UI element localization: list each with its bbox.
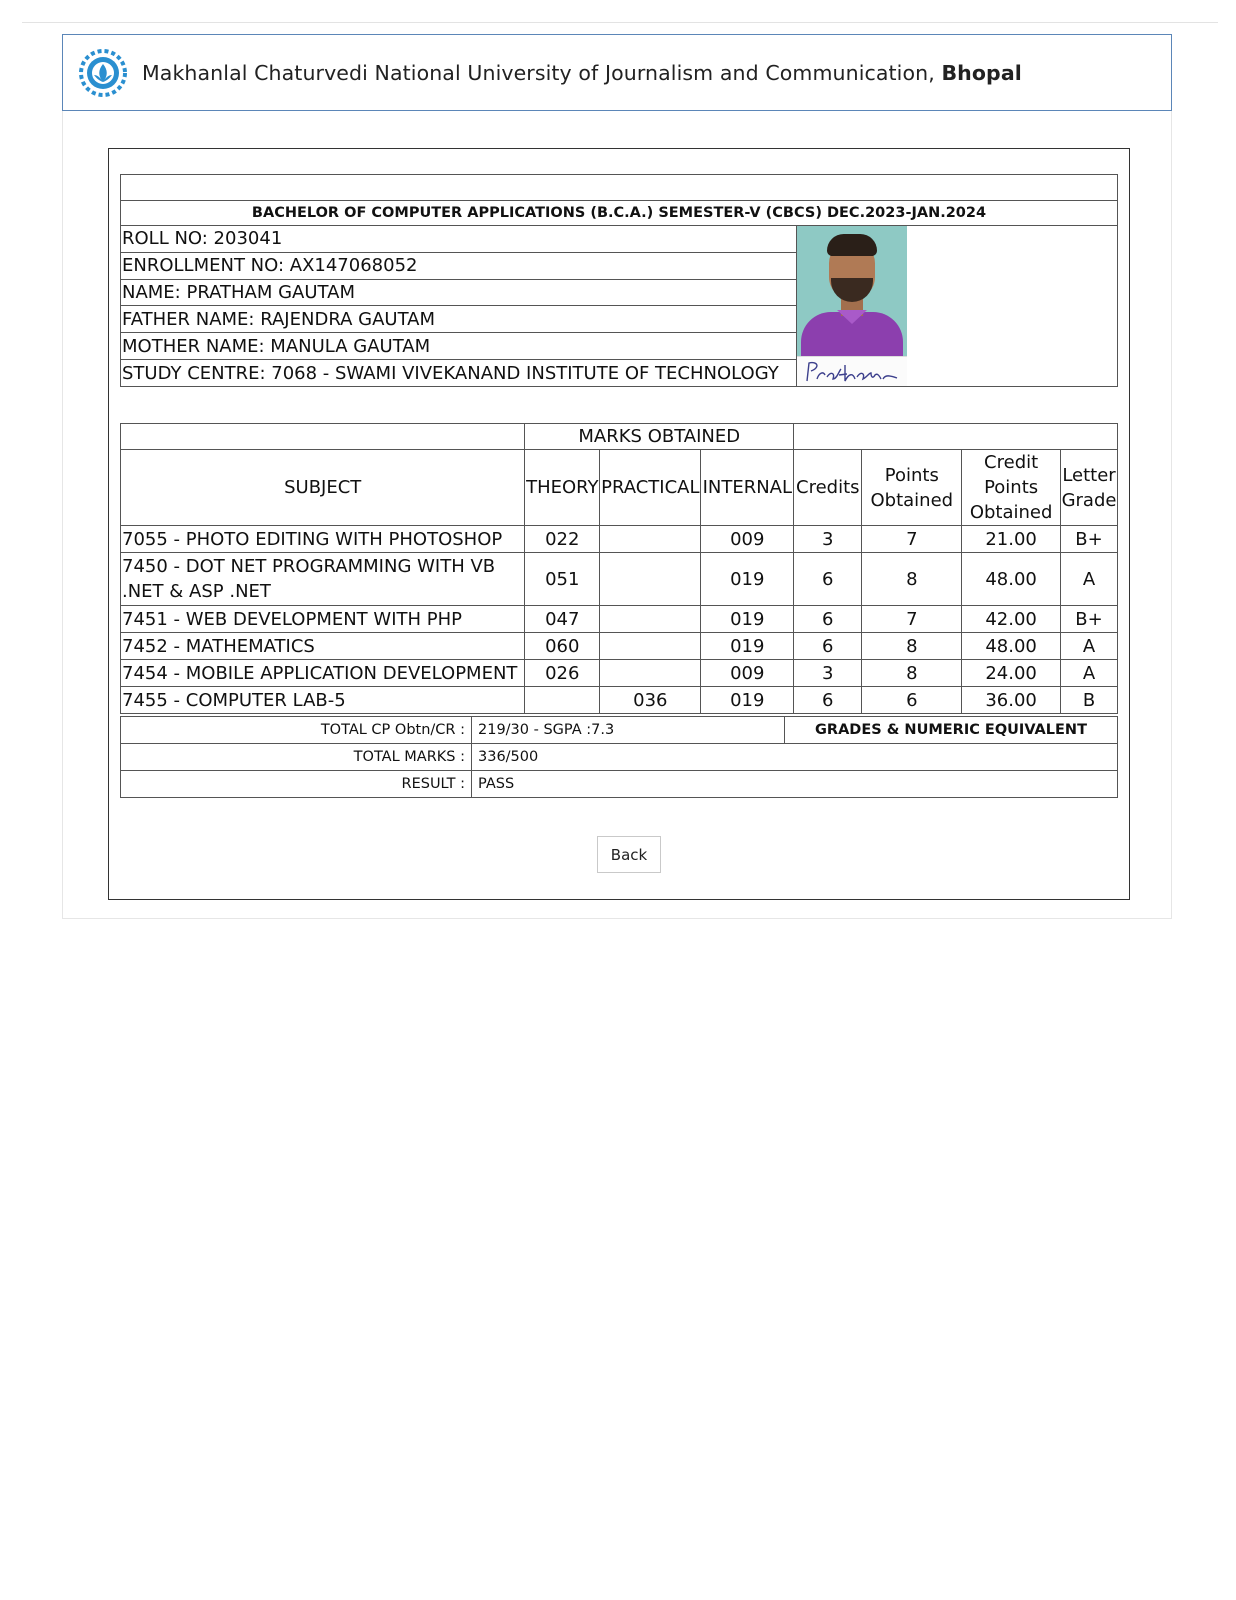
marks-obtained-header: MARKS OBTAINED: [525, 424, 794, 450]
points-cell: 7: [862, 526, 962, 553]
student-photo: [797, 226, 907, 386]
practical-cell: [600, 553, 701, 606]
col-credit-points: Credit Points Obtained: [962, 450, 1061, 526]
student-signature: [797, 356, 907, 386]
theory-cell: 026: [525, 660, 600, 687]
theory-cell: 022: [525, 526, 600, 553]
col-credits: Credits: [794, 450, 862, 526]
credit-points-cell: 48.00: [962, 553, 1061, 606]
marks-table: [120, 423, 1118, 714]
credit-points-cell: 36.00: [962, 687, 1061, 714]
totals-table: [120, 716, 1118, 798]
table-row: [121, 526, 1118, 553]
father-name: FATHER NAME: RAJENDRA GAUTAM: [121, 306, 797, 333]
col-subject: SUBJECT: [121, 450, 525, 526]
internal-cell: 009: [701, 526, 794, 553]
top-divider: [22, 22, 1218, 23]
points-cell: 8: [862, 553, 962, 606]
subject-cell: 7452 - MATHEMATICS: [121, 633, 525, 660]
mother-name: MOTHER NAME: MANULA GAUTAM: [121, 333, 797, 360]
internal-cell: 019: [701, 606, 794, 633]
points-cell: 6: [862, 687, 962, 714]
grade-cell: A: [1061, 633, 1118, 660]
grades-numeric-equivalent: GRADES & NUMERIC EQUIVALENT: [785, 717, 1118, 744]
grade-cell: B+: [1061, 606, 1118, 633]
points-cell: 7: [862, 606, 962, 633]
theory-cell: [525, 687, 600, 714]
subject-cell: 7055 - PHOTO EDITING WITH PHOTOSHOP: [121, 526, 525, 553]
total-marks-label: TOTAL MARKS :: [121, 744, 472, 771]
practical-cell: 036: [600, 687, 701, 714]
header-spacer-left: [121, 424, 525, 450]
enrollment-no: ENROLLMENT NO: AX147068052: [121, 252, 797, 279]
back-button[interactable]: Back: [597, 836, 661, 873]
col-points-obtained: Points Obtained: [862, 450, 962, 526]
internal-cell: 019: [701, 553, 794, 606]
student-name: NAME: PRATHAM GAUTAM: [121, 279, 797, 306]
photo-cell: [797, 226, 1118, 387]
result-value: PASS: [472, 771, 1118, 798]
subject-cell: 7451 - WEB DEVELOPMENT WITH PHP: [121, 606, 525, 633]
grade-cell: A: [1061, 660, 1118, 687]
table-row: [121, 660, 1118, 687]
blank-row: [121, 175, 1118, 201]
total-cp-value: 219/30 - SGPA :7.3: [472, 717, 785, 744]
grade-cell: B+: [1061, 526, 1118, 553]
practical-cell: [600, 526, 701, 553]
credit-points-cell: 42.00: [962, 606, 1061, 633]
subject-cell: 7450 - DOT NET PROGRAMMING WITH VB .NET & ASP .NET: [121, 553, 525, 606]
col-letter-grade: Letter Grade: [1061, 450, 1118, 526]
total-cp-label: TOTAL CP Obtn/CR :: [121, 717, 472, 744]
theory-cell: 047: [525, 606, 600, 633]
university-header: [62, 34, 1172, 111]
header-spacer-right: [794, 424, 1118, 450]
internal-cell: 019: [701, 687, 794, 714]
internal-cell: 019: [701, 633, 794, 660]
grade-cell: A: [1061, 553, 1118, 606]
credits-cell: 6: [794, 687, 862, 714]
credit-points-cell: 24.00: [962, 660, 1061, 687]
subject-cell: 7454 - MOBILE APPLICATION DEVELOPMENT: [121, 660, 525, 687]
credits-cell: 6: [794, 633, 862, 660]
subject-cell: 7455 - COMPUTER LAB-5: [121, 687, 525, 714]
table-row: [121, 633, 1118, 660]
study-centre: STUDY CENTRE: 7068 - SWAMI VIVEKANAND INSTITUTE OF TECHNOLOGY: [121, 360, 797, 387]
credits-cell: 6: [794, 553, 862, 606]
signature-image: [797, 357, 907, 386]
university-emblem-icon: [78, 48, 128, 98]
table-row: [121, 553, 1118, 606]
table-row: [121, 687, 1118, 714]
practical-cell: [600, 633, 701, 660]
col-theory: THEORY: [525, 450, 600, 526]
points-cell: 8: [862, 660, 962, 687]
university-title: [142, 61, 1022, 85]
col-practical: PRACTICAL: [600, 450, 701, 526]
total-marks-value: 336/500: [472, 744, 1118, 771]
points-cell: 8: [862, 633, 962, 660]
col-internal: INTERNAL: [701, 450, 794, 526]
result-label: RESULT :: [121, 771, 472, 798]
practical-cell: [600, 660, 701, 687]
grade-cell: B: [1061, 687, 1118, 714]
student-info-table: [120, 174, 1118, 387]
credits-cell: 3: [794, 660, 862, 687]
roll-no: ROLL NO: 203041: [121, 226, 797, 253]
credit-points-cell: 48.00: [962, 633, 1061, 660]
practical-cell: [600, 606, 701, 633]
credits-cell: 3: [794, 526, 862, 553]
theory-cell: 060: [525, 633, 600, 660]
theory-cell: 051: [525, 553, 600, 606]
credits-cell: 6: [794, 606, 862, 633]
course-title: BACHELOR OF COMPUTER APPLICATIONS (B.C.A.) SEMESTER-V (CBCS) DEC.2023-JAN.2024: [121, 201, 1118, 226]
credit-points-cell: 21.00: [962, 526, 1061, 553]
internal-cell: 009: [701, 660, 794, 687]
university-city: Bhopal: [941, 60, 1022, 85]
table-row: [121, 606, 1118, 633]
university-name: Makhanlal Chaturvedi National University of Journalism and Communication,: [142, 60, 935, 85]
